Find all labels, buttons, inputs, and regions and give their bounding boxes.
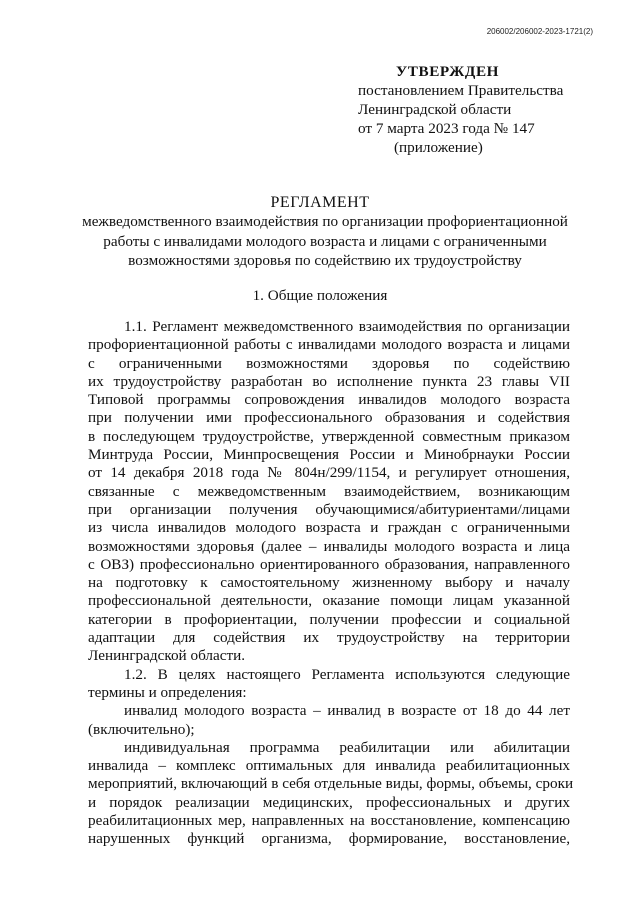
body-line: мероприятий, включающий в себя отдельные виды, формы, объемы, сроки [88, 775, 574, 793]
section-heading: 1. Общие положения [252, 287, 388, 304]
body-line: и порядок реализации медицинских, профессиональных и других [88, 793, 570, 811]
approval-note: (приложение) [394, 139, 483, 156]
subtitle-line: работы с инвалидами молодого возраста и лицами с ограниченными [103, 232, 547, 250]
body-line: инвалид молодого возраста – инвалид в возрасте от 18 до 44 лет [124, 702, 570, 720]
body-line: связанные с межведомственным взаимодействием, возникающим [88, 482, 570, 500]
approval-title: УТВЕРЖДЕН [396, 63, 500, 80]
approval-line: постановлением Правительства [358, 82, 564, 99]
body-line: от 14 декабря 2018 года № 804н/299/1154, и регулирует отношения, [88, 464, 570, 482]
body-line: профориентационной работы с инвалидами молодого возраста и лицами [88, 336, 570, 354]
subtitle-line: возможностями здоровья по содействию их трудоустройству [128, 252, 522, 269]
body-line: адаптации для содействия их трудоустройству на территории [88, 629, 570, 647]
subtitle-line: межведомственного взаимодействия по организации профориентационной [82, 213, 568, 230]
body-line: инвалида – комплекс оптимальных для инвалида реабилитационных [88, 757, 570, 775]
body-line: с ограниченными возможностями здоровья по содействию [88, 354, 570, 372]
approval-line: Ленинградской области [358, 101, 512, 118]
regulation-title: РЕГЛАМЕНТ [270, 194, 370, 211]
body-line: в последующем трудоустройстве, утвержденной совместным приказом [88, 427, 570, 445]
regulation-subtitle [80, 212, 570, 271]
body-line: (включительно); [88, 720, 195, 738]
body-line: 1.2. В целях настоящего Регламента используются следующие [124, 665, 570, 683]
approval-block [358, 62, 608, 157]
body-line: категории в профориентации, получении профессии и социальной [88, 610, 570, 628]
body-text [88, 318, 574, 849]
body-line: на подготовку к самостоятельному жизненному выбору и началу [88, 574, 570, 592]
body-line: с ОВЗ) профессионально ориентированного образования, направленного [88, 555, 570, 573]
body-line: реабилитационных мер, направленных на восстановление, компенсацию [88, 812, 570, 830]
body-line: Минтруда России, Минпросвещения России и Минобрнауки России [88, 446, 570, 464]
body-line: их трудоустройству разработан во исполнение пункта 23 главы VII [88, 372, 570, 390]
approval-line: от 7 марта 2023 года № 147 [358, 120, 535, 137]
body-line: Типовой программы сопровождения инвалидов молодого возраста [88, 391, 570, 409]
body-line: из числа инвалидов молодого возраста и граждан с ограниченными [88, 519, 570, 537]
body-line: индивидуальная программа реабилитации или абилитации [124, 738, 570, 756]
body-line: 1.1. Регламент межведомственного взаимодействия по организации [124, 318, 570, 335]
body-line: при получении ими профессионального образования и содействия [88, 409, 570, 427]
body-line: при организации получения обучающимися/абитуриентами/лицами [88, 500, 570, 518]
body-line: нарушенных функций организма, формирование, восстановление, [88, 830, 570, 848]
body-line: возможностями здоровья (далее – инвалиды молодого возраста и лица [88, 537, 570, 555]
body-line: термины и определения: [88, 683, 247, 701]
document-number: 206002/206002-2023-1721(2) [486, 27, 593, 36]
body-line: профессиональной деятельности, оказание помощи лицам указанной [88, 592, 570, 610]
body-line: Ленинградской области. [88, 647, 246, 665]
